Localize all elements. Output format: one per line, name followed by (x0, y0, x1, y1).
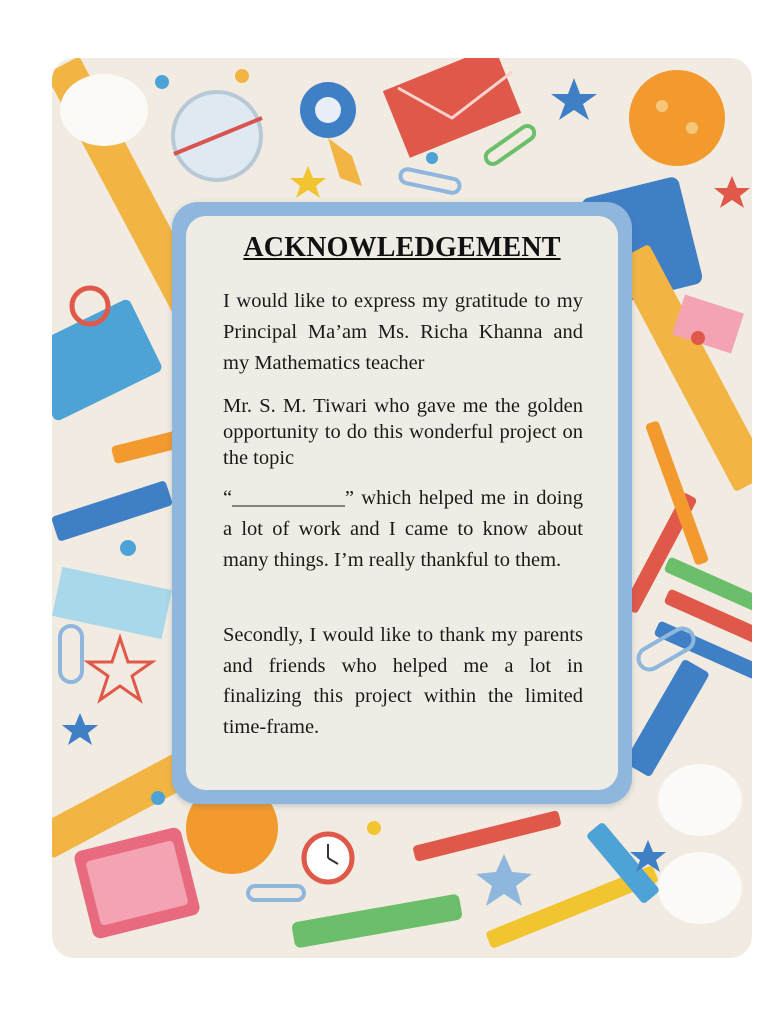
star-icon (88, 638, 152, 700)
white-oval (658, 852, 742, 924)
page-title: ACKNOWLEDGEMENT (243, 232, 561, 263)
dot (151, 791, 165, 805)
paperclip-icon (248, 886, 304, 900)
star-icon (62, 713, 98, 745)
star-icon (290, 166, 326, 198)
white-oval (60, 74, 148, 146)
paragraph-1: I would like to express my gratitude to my Principal Ma’am Ms. Richa Khanna and my Mathematics teacher (223, 290, 583, 374)
notebook-icon (52, 567, 172, 639)
dot (155, 75, 169, 89)
paragraph-4: Secondly, I would like to thank my parents and friends who helped me a lot in finalizing this project within the limited time-frame. (223, 624, 583, 738)
paperclip-icon (483, 123, 537, 167)
marker-icon (624, 659, 710, 778)
dot (120, 540, 136, 556)
star-icon (551, 78, 597, 120)
star-icon (476, 854, 532, 906)
paperclip-icon (60, 626, 82, 682)
dot (426, 152, 438, 164)
notebook-icon (52, 298, 163, 423)
dot (235, 69, 249, 83)
pencil-icon (412, 810, 561, 862)
pencil-icon (52, 480, 173, 542)
paperclip-icon (399, 168, 461, 194)
ball-icon (629, 70, 725, 166)
paragraph-3: “___________” which helped me in doing a lot of work and I came to know about many things. I’m really thankful to them. (223, 487, 583, 571)
star-icon (714, 176, 750, 208)
pencil-icon (645, 420, 709, 566)
protractor-icon (173, 92, 262, 180)
paragraph-2: Mr. S. M. Tiwari who gave me the golden opportunity to do this wonderful project on the topic (223, 395, 583, 469)
white-oval (658, 764, 742, 836)
pencil-icon (291, 893, 463, 948)
dot (691, 331, 705, 345)
dot (367, 821, 381, 835)
